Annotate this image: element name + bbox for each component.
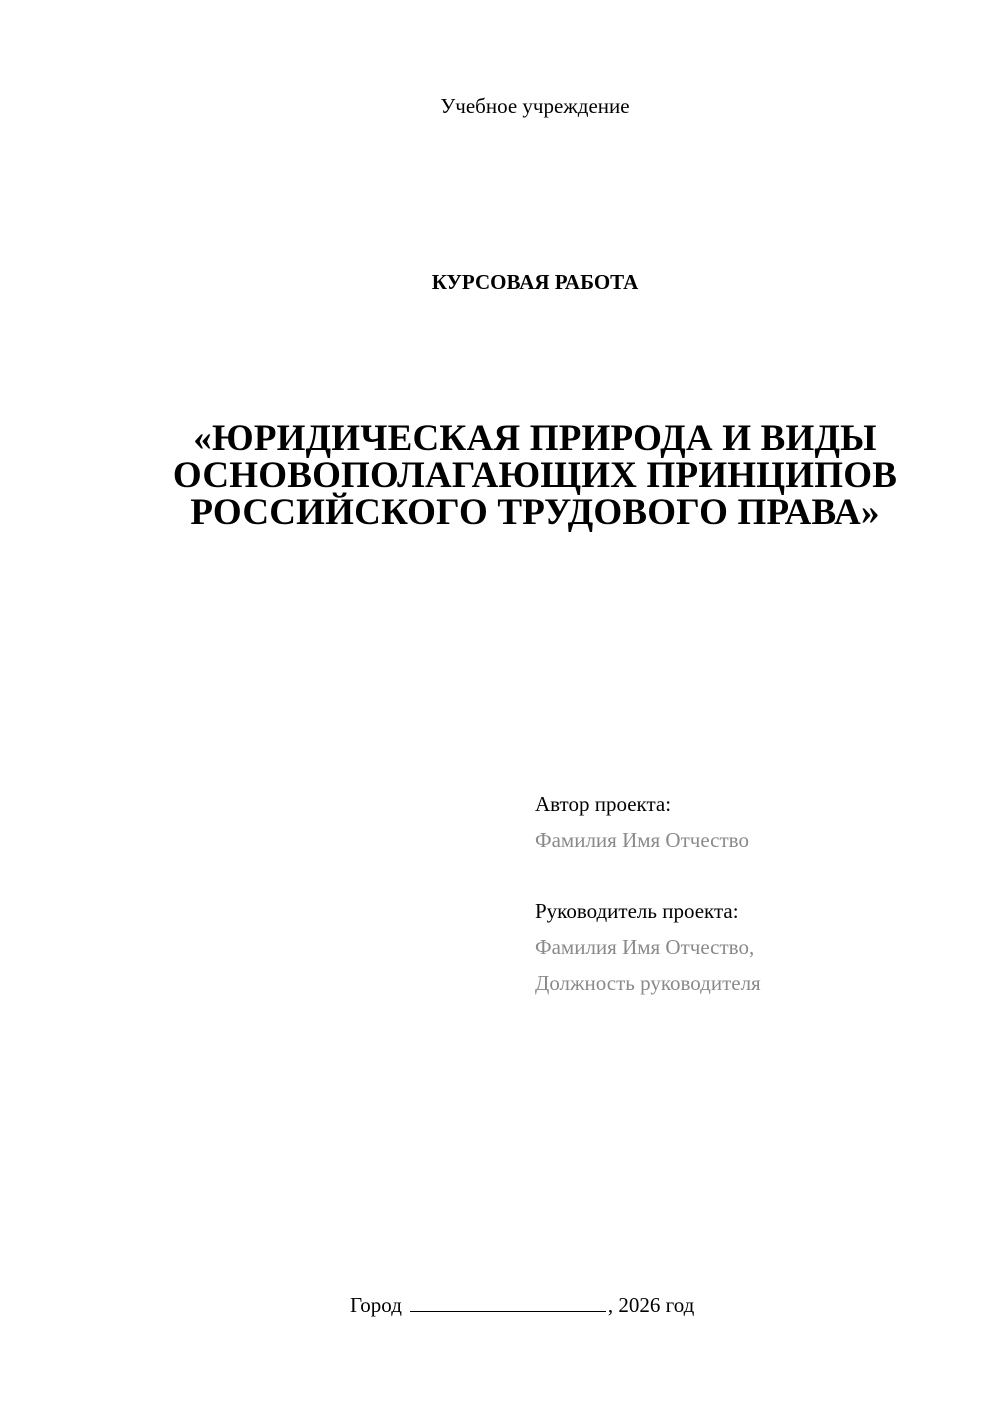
document-title	[70, 420, 1000, 531]
title-line: «ЮРИДИЧЕСКАЯ ПРИРОДА И ВИДЫ	[193, 418, 877, 459]
author-block	[535, 786, 749, 858]
city-year-line	[350, 1287, 694, 1323]
institution-name: Учебное учреждение	[440, 94, 630, 118]
supervisor-name-placeholder: Фамилия Имя Отчество,	[535, 935, 755, 959]
work-type-heading: КУРСОВАЯ РАБОТА	[431, 270, 639, 294]
author-name-placeholder: Фамилия Имя Отчество	[535, 828, 749, 852]
supervisor-label: Руководитель проекта:	[535, 899, 739, 923]
year-text: , 2026 год	[607, 1293, 695, 1317]
title-line: РОССИЙСКОГО ТРУДОВОГО ПРАВА»	[190, 492, 880, 533]
title-line: ОСНОВОПОЛАГАЮЩИХ ПРИНЦИПОВ	[172, 455, 898, 496]
supervisor-block	[535, 893, 761, 1001]
supervisor-position-placeholder: Должность руководителя	[535, 971, 761, 995]
city-label: Город	[350, 1293, 402, 1317]
city-blank-line	[410, 1291, 606, 1312]
author-label: Автор проекта:	[535, 792, 672, 816]
